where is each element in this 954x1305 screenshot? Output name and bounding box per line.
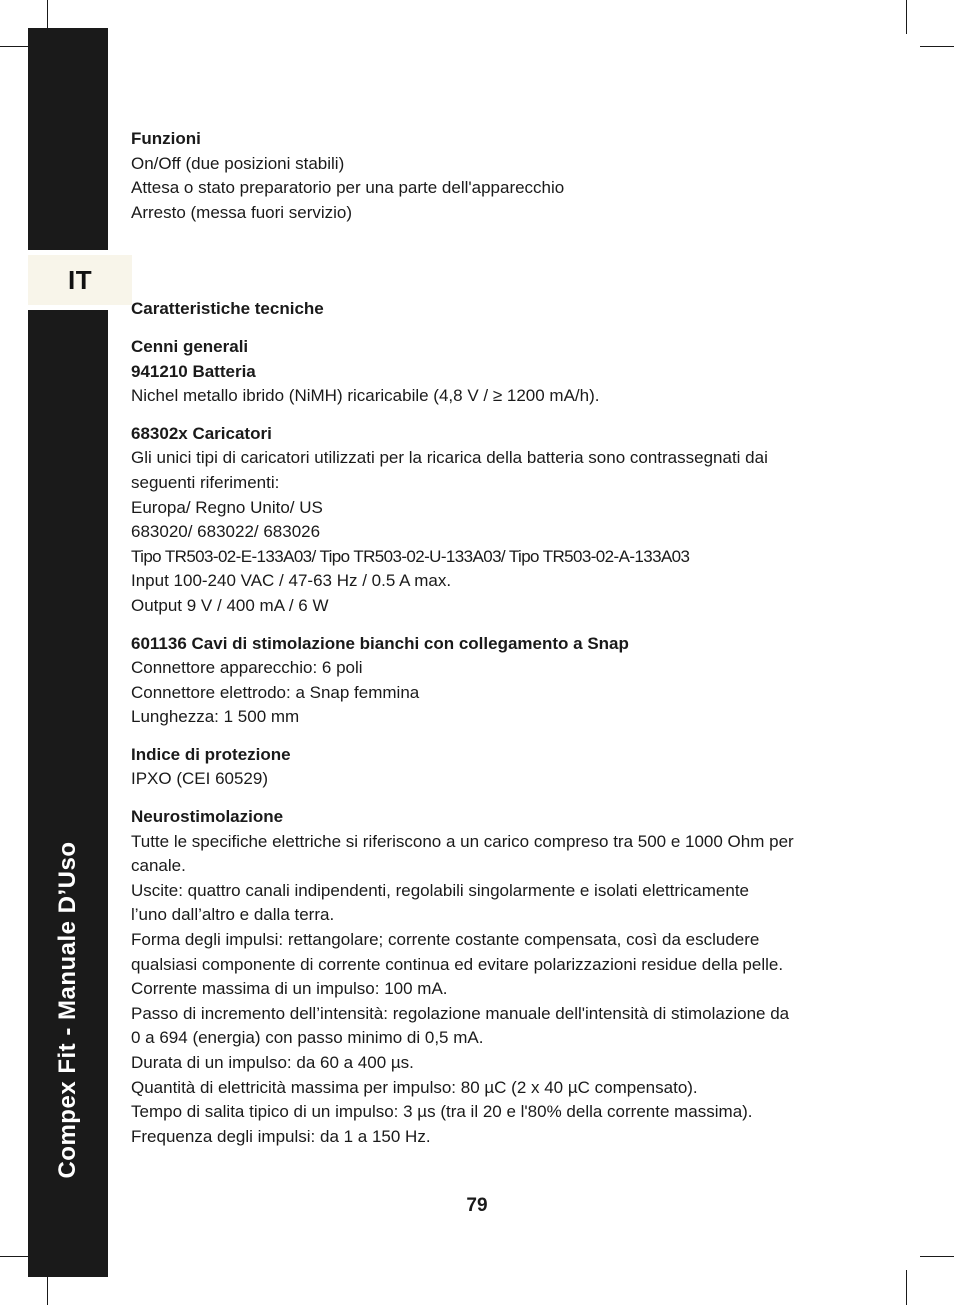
- crop-mark: [0, 46, 30, 47]
- text-line: 0 a 694 (energia) con passo minimo di 0,5 mA.: [131, 1028, 484, 1048]
- text-line: seguenti riferimenti:: [131, 472, 280, 492]
- crop-mark: [920, 1256, 954, 1257]
- text-line: Gli unici tipi di caricatori utilizzati per la ricarica della batteria sono contrassegnati dai: [131, 448, 768, 468]
- language-tab: [28, 255, 132, 305]
- section-heading-cenni: Cenni generali: [131, 336, 249, 356]
- text-line: Corrente massima di un impulso: 100 mA.: [131, 979, 448, 999]
- sidebar-manual-title: Compex Fit - Manuale D’Uso: [54, 841, 81, 1179]
- sidebar-top-band: [28, 28, 108, 250]
- section-heading-neuro: Neurostimolazione: [131, 807, 284, 827]
- page-number: 79: [466, 1195, 488, 1216]
- text-line: Europa/ Regno Unito/ US: [131, 497, 323, 517]
- text-line: Nichel metallo ibrido (NiMH) ricaricabile (4,8 V / ≥ 1200 mA/h).: [131, 386, 600, 406]
- text-line: canale.: [131, 856, 186, 876]
- language-label: IT: [68, 264, 93, 295]
- text-line: Tempo di salita tipico di un impulso: 3 µs (tra il 20 e l'80% della corrente massima).: [131, 1102, 753, 1122]
- section-heading-protezione: Indice di protezione: [131, 744, 291, 764]
- text-line: IPXO (CEI 60529): [131, 769, 269, 789]
- text-line: Durata di un impulso: da 60 a 400 µs.: [131, 1053, 414, 1072]
- text-line: Output 9 V / 400 mA / 6 W: [131, 595, 329, 615]
- text-line: Connettore elettrodo: a Snap femmina: [131, 682, 420, 702]
- text-line: Forma degli impulsi: rettangolare; corrente costante compensata, così da escludere: [131, 930, 760, 950]
- text-line: On/Off (due posizioni stabili): [131, 153, 345, 173]
- section-heading-caricatori: 68302x Caricatori: [131, 423, 272, 443]
- crop-mark: [906, 0, 907, 34]
- text-line: Arresto (messa fuori servizio): [131, 202, 353, 222]
- text-line: Quantità di elettricità massima per impulso: 80 µC (2 x 40 µC compensato).: [131, 1077, 698, 1097]
- text-line: Input 100-240 VAC / 47-63 Hz / 0.5 A max.: [131, 571, 452, 591]
- text-line: Frequenza degli impulsi: da 1 a 150 Hz.: [131, 1126, 431, 1146]
- section-heading-cavi: 601136 Cavi di stimolazione bianchi con collegamento a Snap: [131, 633, 629, 653]
- crop-mark: [0, 1256, 30, 1257]
- crop-mark: [920, 46, 954, 47]
- text-line: Tipo TR503-02-E-133A03/ Tipo TR503-02-U-133A03/ Tipo TR503-02-A-133A03: [131, 546, 690, 566]
- text-line: Passo di incremento dell’intensità: regolazione manuale dell'intensità di stimolazione da: [131, 1003, 790, 1023]
- text-line: qualsiasi componente di corrente continua ed evitare polarizzazioni residue della pelle.: [131, 954, 784, 974]
- section-heading-caratteristiche: Caratteristiche tecniche: [131, 299, 324, 319]
- subheading-batteria: 941210 Batteria: [131, 361, 256, 381]
- page-content: [131, 127, 831, 1149]
- text-line: Tutte le specifiche elettriche si riferiscono a un carico compreso tra 500 e 1000 Ohm per: [131, 831, 794, 851]
- text-line: Uscite: quattro canali indipendenti, regolabili singolarmente e isolati elettricamente: [131, 880, 750, 900]
- text-line: Lunghezza: 1 500 mm: [131, 707, 300, 727]
- text-line: 683020/ 683022/ 683026: [131, 522, 321, 542]
- section-heading-funzioni: Funzioni: [131, 129, 201, 148]
- text-line: l’uno dall’altro e dalla terra.: [131, 905, 335, 925]
- text-line: Connettore apparecchio: 6 poli: [131, 658, 363, 678]
- crop-mark: [906, 1270, 907, 1305]
- text-line: Attesa o stato preparatorio per una parte dell'apparecchio: [131, 178, 565, 198]
